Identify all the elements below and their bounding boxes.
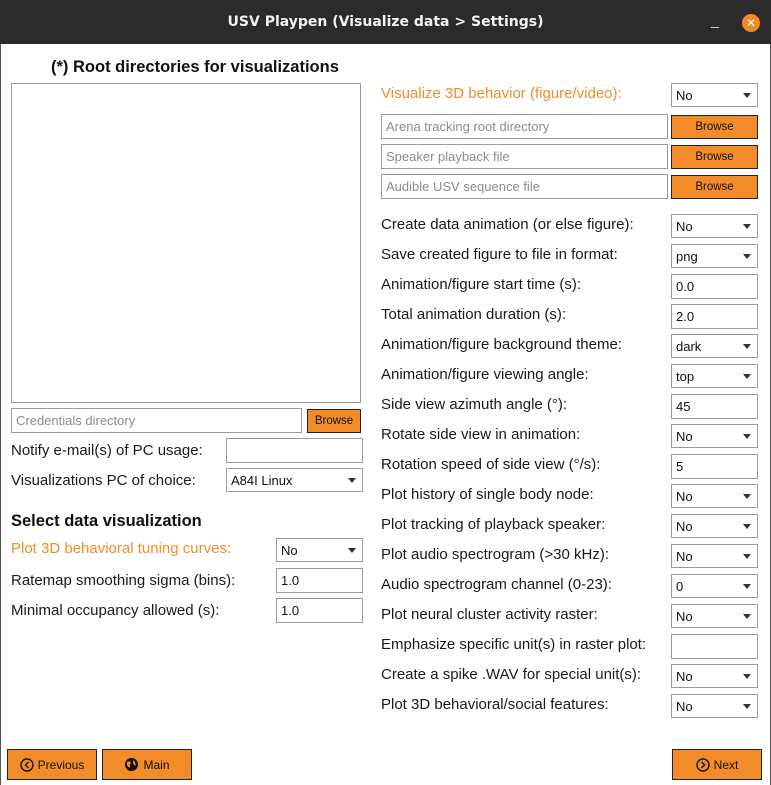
chevron-down-icon bbox=[743, 254, 751, 259]
arena-browse-button[interactable]: Browse bbox=[671, 115, 758, 139]
animation-figure-viewing-angle-select[interactable] bbox=[671, 364, 758, 388]
rotation-speed-of-side-view-s-value: 5 bbox=[676, 459, 684, 474]
animation-figure-start-time-s-label: Animation/figure start time (s): bbox=[381, 276, 582, 293]
roots-heading: (*) Root directories for visualizations bbox=[51, 58, 339, 76]
plot-audio-spectrogram-30-khz-label: Plot audio spectrogram (>30 kHz): bbox=[381, 546, 610, 563]
occupancy-input[interactable]: 1.0 bbox=[276, 598, 363, 623]
side-view-azimuth-angle-input[interactable] bbox=[671, 394, 758, 419]
chevron-down-icon bbox=[743, 374, 751, 379]
emphasize-specific-unit-s-in-raster-plot-input[interactable] bbox=[671, 634, 758, 659]
chevron-down-icon bbox=[348, 548, 356, 553]
audible-browse-button[interactable]: Browse bbox=[671, 175, 758, 199]
audible-usv-placeholder: Audible USV sequence file bbox=[386, 179, 540, 194]
animation-figure-background-theme-value: dark bbox=[676, 339, 702, 354]
plot-history-of-single-body-node-select[interactable] bbox=[671, 484, 758, 508]
plot-3d-behavioral-social-features-value: No bbox=[676, 699, 693, 714]
notify-email-input[interactable] bbox=[226, 438, 363, 463]
plot-neural-cluster-activity-raster-select[interactable] bbox=[671, 604, 758, 628]
rotation-speed-of-side-view-s-label: Rotation speed of side view (°/s): bbox=[381, 456, 601, 473]
chevron-down-icon bbox=[743, 434, 751, 439]
animation-figure-viewing-angle-value: top bbox=[676, 369, 695, 384]
pc-choice-value: A84I Linux bbox=[231, 473, 293, 488]
total-animation-duration-s-input[interactable] bbox=[671, 304, 758, 329]
credentials-placeholder: Credentials directory bbox=[16, 413, 136, 428]
audio-spectrogram-channel-0-23-select[interactable] bbox=[671, 574, 758, 598]
title-bar bbox=[0, 0, 771, 44]
create-data-animation-or-else-figure-select[interactable] bbox=[671, 214, 758, 238]
total-animation-duration-s-label: Total animation duration (s): bbox=[381, 306, 567, 323]
root-directories-list[interactable] bbox=[11, 83, 361, 403]
save-created-figure-to-file-in-format-label: Save created figure to file in format: bbox=[381, 246, 618, 263]
rotate-side-view-in-animation-select[interactable] bbox=[671, 424, 758, 448]
create-a-spike-wav-for-special-unit-s-value: No bbox=[676, 669, 693, 684]
animation-figure-start-time-s-value: 0.0 bbox=[676, 279, 695, 294]
tuning-curves-select[interactable] bbox=[276, 538, 363, 562]
plot-history-of-single-body-node-label: Plot history of single body node: bbox=[381, 486, 594, 503]
audio-spectrogram-channel-0-23-value: 0 bbox=[676, 579, 684, 594]
side-view-azimuth-angle-label: Side view azimuth angle (°): bbox=[381, 396, 568, 413]
credentials-browse-button[interactable]: Browse bbox=[307, 409, 361, 433]
create-data-animation-or-else-figure-label: Create data animation (or else figure): bbox=[381, 216, 634, 233]
plot-audio-spectrogram-30-khz-select[interactable] bbox=[671, 544, 758, 568]
audio-spectrogram-channel-0-23-label: Audio spectrogram channel (0-23): bbox=[381, 576, 612, 593]
visualize-3d-value: No bbox=[676, 88, 693, 103]
animation-figure-background-theme-label: Animation/figure background theme: bbox=[381, 336, 622, 353]
plot-3d-behavioral-social-features-select[interactable] bbox=[671, 694, 758, 718]
sigma-label: Ratemap smoothing sigma (bins): bbox=[11, 572, 236, 589]
chevron-down-icon bbox=[743, 344, 751, 349]
rotate-side-view-in-animation-value: No bbox=[676, 429, 693, 444]
minimize-button[interactable]: _ bbox=[711, 12, 719, 28]
arena-tracking-placeholder: Arena tracking root directory bbox=[386, 119, 550, 134]
tuning-curves-value: No bbox=[281, 543, 298, 558]
create-a-spike-wav-for-special-unit-s-select[interactable] bbox=[671, 664, 758, 688]
audible-usv-field[interactable] bbox=[381, 174, 668, 199]
chevron-down-icon bbox=[743, 494, 751, 499]
animation-figure-start-time-s-input[interactable] bbox=[671, 274, 758, 299]
pc-choice-select[interactable] bbox=[226, 468, 363, 492]
globe-icon bbox=[124, 757, 139, 772]
circle-arrow-left-icon bbox=[20, 758, 34, 772]
rotate-side-view-in-animation-label: Rotate side view in animation: bbox=[381, 426, 581, 443]
occupancy-label: Minimal occupancy allowed (s): bbox=[11, 602, 220, 619]
circle-arrow-right-icon bbox=[696, 758, 710, 772]
select-visualization-heading: Select data visualization bbox=[11, 512, 202, 530]
chevron-down-icon bbox=[743, 93, 751, 98]
plot-tracking-of-playback-speaker-label: Plot tracking of playback speaker: bbox=[381, 516, 606, 533]
next-label: Next bbox=[713, 757, 739, 772]
close-button[interactable]: ✕ bbox=[742, 14, 760, 32]
main-button[interactable] bbox=[102, 749, 192, 780]
animation-figure-background-theme-select[interactable] bbox=[671, 334, 758, 358]
rotation-speed-of-side-view-s-input[interactable] bbox=[671, 454, 758, 479]
chevron-down-icon bbox=[743, 224, 751, 229]
chevron-down-icon bbox=[348, 478, 356, 483]
previous-button[interactable] bbox=[7, 749, 97, 780]
pc-choice-label: Visualizations PC of choice: bbox=[11, 472, 196, 489]
save-created-figure-to-file-in-format-select[interactable] bbox=[671, 244, 758, 268]
plot-neural-cluster-activity-raster-label: Plot neural cluster activity raster: bbox=[381, 606, 598, 623]
window-title: USV Playpen (Visualize data > Settings) bbox=[227, 14, 544, 30]
credentials-directory-field[interactable] bbox=[11, 408, 302, 433]
main-label: Main bbox=[143, 757, 170, 772]
chevron-down-icon bbox=[743, 674, 751, 679]
chevron-down-icon bbox=[743, 704, 751, 709]
tuning-curves-label: Plot 3D behavioral tuning curves: bbox=[11, 540, 232, 557]
speaker-playback-field[interactable] bbox=[381, 144, 668, 169]
plot-neural-cluster-activity-raster-value: No bbox=[676, 609, 693, 624]
side-view-azimuth-angle-value: 45 bbox=[676, 399, 691, 414]
animation-figure-viewing-angle-label: Animation/figure viewing angle: bbox=[381, 366, 589, 383]
visualize-3d-label: Visualize 3D behavior (figure/video): bbox=[381, 85, 622, 102]
next-button[interactable] bbox=[672, 749, 762, 780]
chevron-down-icon bbox=[743, 614, 751, 619]
create-data-animation-or-else-figure-value: No bbox=[676, 219, 693, 234]
speaker-browse-button[interactable]: Browse bbox=[671, 145, 758, 169]
settings-window bbox=[0, 44, 771, 785]
visualize-3d-select[interactable] bbox=[671, 83, 758, 107]
notify-email-label: Notify e-mail(s) of PC usage: bbox=[11, 442, 203, 459]
plot-history-of-single-body-node-value: No bbox=[676, 489, 693, 504]
chevron-down-icon bbox=[743, 584, 751, 589]
plot-tracking-of-playback-speaker-value: No bbox=[676, 519, 693, 534]
chevron-down-icon bbox=[743, 524, 751, 529]
plot-tracking-of-playback-speaker-select[interactable] bbox=[671, 514, 758, 538]
create-a-spike-wav-for-special-unit-s-label: Create a spike .WAV for special unit(s): bbox=[381, 666, 642, 683]
previous-label: Previous bbox=[37, 757, 85, 772]
speaker-playback-placeholder: Speaker playback file bbox=[386, 149, 510, 164]
arena-tracking-field[interactable] bbox=[381, 114, 668, 139]
plot-3d-behavioral-social-features-label: Plot 3D behavioral/social features: bbox=[381, 696, 609, 713]
total-animation-duration-s-value: 2.0 bbox=[676, 309, 695, 324]
emphasize-specific-unit-s-in-raster-plot-label: Emphasize specific unit(s) in raster plot: bbox=[381, 636, 647, 653]
chevron-down-icon bbox=[743, 554, 751, 559]
save-created-figure-to-file-in-format-value: png bbox=[676, 249, 698, 264]
plot-audio-spectrogram-30-khz-value: No bbox=[676, 549, 693, 564]
sigma-input[interactable]: 1.0 bbox=[276, 568, 363, 593]
